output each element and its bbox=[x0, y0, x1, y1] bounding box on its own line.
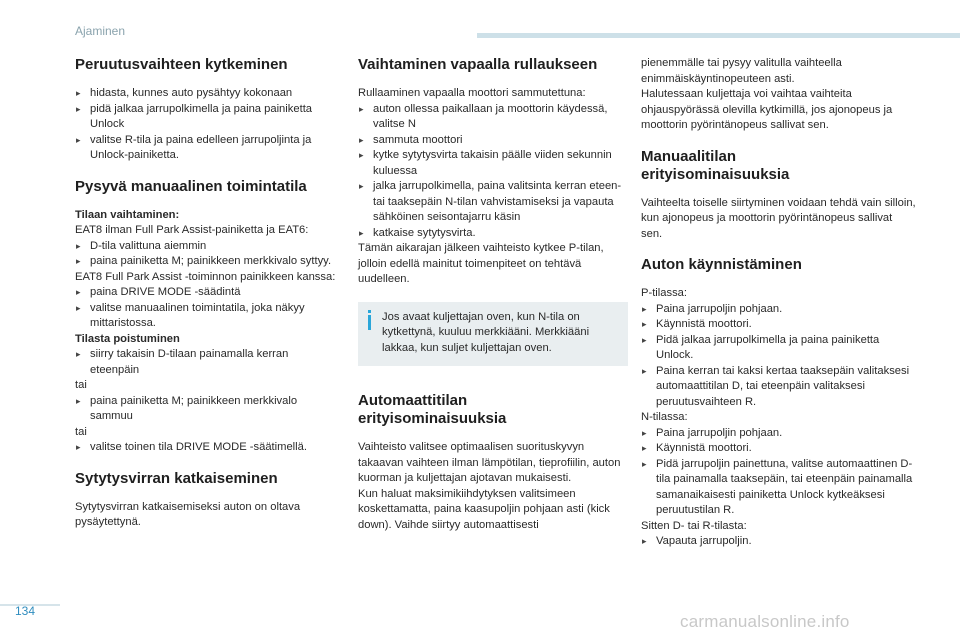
info-note bbox=[358, 302, 628, 367]
heading-manual-specifics: Manuaalitilan bbox=[641, 147, 737, 165]
paragraph: Vaihteisto valitsee optimaalisen suorituskyvyn takaavan vaihteen ilman lämpötilan, tieprofiilin, auton kuorman ja kuljettajan ajotavan mukaisesti. bbox=[358, 441, 621, 484]
list-item: ▸ Vapauta jarrupoljin. bbox=[641, 534, 916, 550]
paragraph: Rullaaminen vapaalla moottori sammutettuna: bbox=[358, 87, 586, 99]
list-item: ▸ kytke sytytysvirta takaisin päälle viiden sekunnin kuluessa bbox=[358, 148, 628, 179]
info-icon bbox=[368, 310, 371, 313]
paragraph: tai bbox=[75, 425, 87, 438]
list-item: ▸ D-tila valittuna aiemmin bbox=[75, 239, 340, 255]
list-item: ▸ hidasta, kunnes auto pysähtyy kokonaan bbox=[75, 86, 340, 102]
list-item: ▸ jalka jarrupolkimella, paina valitsinta kerran eteen- tai taaksepäin N-tilan vahvistamiseksi ja vapauta sähköinen seisontajarru käsin bbox=[358, 179, 628, 226]
column-3 bbox=[641, 56, 916, 550]
paragraph: Kun haluat maksimikiihdytyksen valitsimeen koskettamatta, paina kaasupoljin pohjaan asti (kick down). Vaihde siirtyy automaattisesti bbox=[358, 487, 610, 531]
paragraph: P-tilassa: bbox=[641, 287, 688, 299]
list-item: ▸ pidä jalkaa jarrupolkimella ja paina painiketta Unlock bbox=[75, 102, 340, 133]
list-item: ▸ paina painiketta M; painikkeen merkkivalo sammuu bbox=[75, 394, 340, 425]
subheading: Tilasta poistuminen bbox=[75, 332, 180, 345]
list-item: ▸ paina DRIVE MODE -säädintä bbox=[75, 285, 340, 301]
heading-manual-specifics-line2: erityisominaisuuksia bbox=[641, 165, 790, 183]
list-item: ▸ paina painiketta M; painikkeen merkkivalo syttyy. bbox=[75, 254, 340, 270]
paragraph: Tämän aikarajan jälkeen vaihteisto kytkee P-tilan, jolloin edellä mainitut toimenpiteet on tehtävä uudelleen. bbox=[358, 242, 604, 285]
paragraph: Sytytysvirran katkaisemiseksi auton on oltava pysäytettynä. bbox=[75, 500, 301, 528]
heading-starting: Auton käynnistäminen bbox=[641, 256, 802, 273]
list-item: ▸ Käynnistä moottori. bbox=[641, 317, 916, 333]
header-bar bbox=[477, 33, 960, 38]
list-item: ▸ valitse toinen tila DRIVE MODE -säätimellä. bbox=[75, 440, 340, 456]
list-item: ▸ siirry takaisin D-tilaan painamalla kerran eteenpäin bbox=[75, 347, 340, 378]
column-2 bbox=[358, 56, 628, 533]
list-item: ▸ Pidä jarrupoljin painettuna, valitse automaattinen D-tila painamalla taaksepäin, tai eteenpäin painamalla samanaikaisesti painiketta Unlock kytkeäksesi peruutustilan R. bbox=[641, 457, 916, 519]
paragraph: EAT8 Full Park Assist -toiminnon painikkeen kanssa: bbox=[75, 270, 336, 283]
list-item: ▸ katkaise sytytysvirta. bbox=[358, 226, 628, 242]
section-label: Ajaminen bbox=[75, 24, 126, 38]
heading-auto-mode-line2: erityisominaisuuksia bbox=[358, 410, 507, 427]
paragraph: Vaihteelta toiselle siirtyminen voidaan tehdä vain silloin, kun ajonopeus ja moottorin pyörintänopeus sallivat sen. bbox=[641, 196, 916, 240]
list-item: ▸ valitse R-tila ja paina edelleen jarrupoljinta ja Unlock-painiketta. bbox=[75, 133, 340, 164]
paragraph: EAT8 ilman Full Park Assist-painiketta ja EAT6: bbox=[75, 224, 309, 236]
paragraph: N-tilassa: bbox=[641, 411, 688, 423]
heading-neutral-coasting: Vaihtaminen vapaalla rullaukseen bbox=[358, 56, 598, 73]
note-text: Jos avaat kuljettajan oven, kun N-tila on kytkettynä, kuuluu merkkiääni. Merkkiääni lakkaa, kun suljet kuljettajan oven. bbox=[382, 310, 590, 354]
subheading: Tilaan vaihtaminen: bbox=[75, 208, 180, 221]
list-item: ▸ valitse manuaalinen toimintatila, joka näkyy mittaristossa. bbox=[75, 301, 340, 332]
paragraph: pienemmälle tai pysyy valitulla vaihteella enimmäiskäyntinopeuteen asti. bbox=[641, 57, 842, 85]
list-item: ▸ sammuta moottori bbox=[358, 133, 628, 149]
list-item: ▸ Paina jarrupoljin pohjaan. bbox=[641, 302, 916, 318]
heading-ignition-off: Sytytysvirran katkaiseminen bbox=[75, 469, 278, 487]
list-item: ▸ Pidä jalkaa jarrupolkimella ja paina painiketta Unlock. bbox=[641, 333, 916, 364]
watermark: carmanualsonline.info bbox=[680, 612, 850, 631]
paragraph: Halutessaan kuljettaja voi vaihtaa vaihteita ohjauspyörässä olevilla kytkimillä, jos ajonopeus ja moottorin pyörintänopeus sallivat sen. bbox=[641, 88, 893, 131]
heading-manual-mode: Pysyvä manuaalinen toimintatila bbox=[75, 177, 307, 195]
list-item: ▸ Käynnistä moottori. bbox=[641, 441, 916, 457]
paragraph: Sitten D- tai R-tilasta: bbox=[641, 519, 747, 532]
heading-auto-mode: Automaattitilan bbox=[358, 392, 468, 409]
paragraph: tai bbox=[75, 379, 87, 391]
list-item: ▸ Paina kerran tai kaksi kertaa taaksepäin valitaksesi automaattitilan D, tai eteenpäin valitaksesi peruutusvaihteen R. bbox=[641, 364, 916, 411]
page-number: 134 bbox=[15, 604, 36, 618]
info-icon-bar bbox=[368, 315, 371, 330]
column-1 bbox=[75, 56, 340, 531]
list-item: ▸ Paina jarrupoljin pohjaan. bbox=[641, 426, 916, 442]
heading-reverse-gear: Peruutusvaihteen kytkeminen bbox=[75, 56, 288, 73]
list-item: ▸ auton ollessa paikallaan ja moottorin käydessä, valitse N bbox=[358, 102, 628, 133]
